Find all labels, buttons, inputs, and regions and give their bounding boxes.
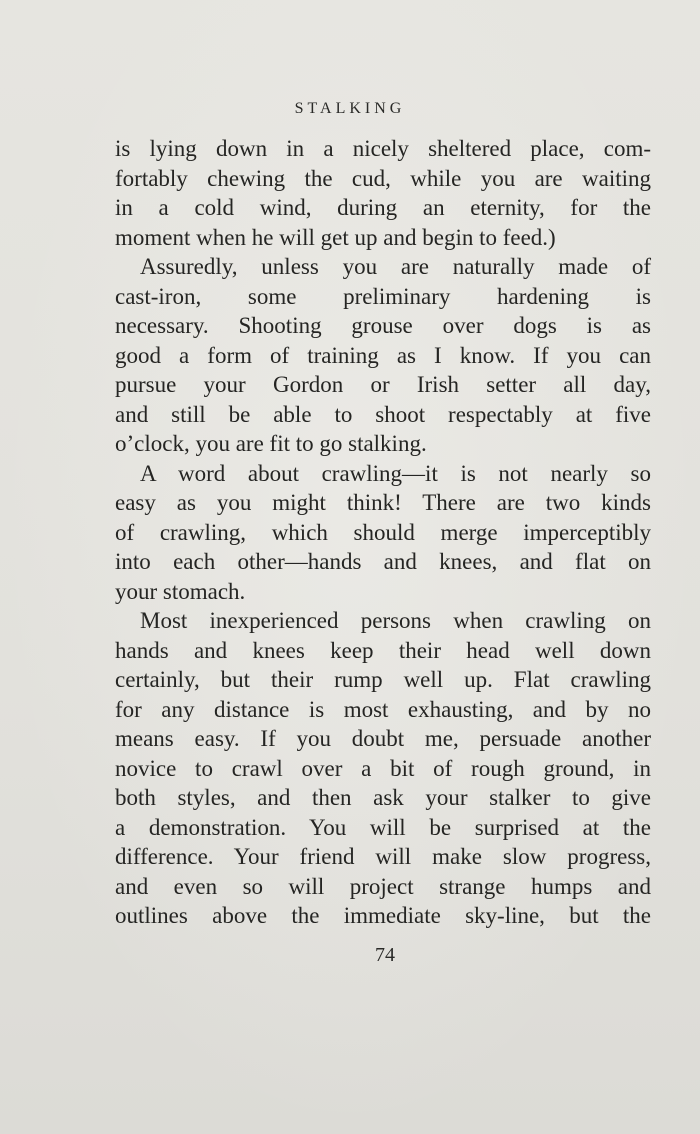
text-line: novice to crawl over a bit of rough ground, in (115, 755, 651, 781)
text-line: certainly, but their rump well up. Flat crawling (115, 667, 651, 692)
text-line: and even so will project strange humps and (115, 873, 651, 899)
text-line: in a cold wind, during an eternity, for the (115, 195, 651, 220)
body-text (115, 134, 651, 931)
text-line: outlines above the immediate sky-line, but the (115, 903, 651, 928)
text-line: into each other—hands and knees, and flat on (115, 549, 651, 574)
text-line: both styles, and then ask your stalker to give (115, 785, 651, 810)
text-line: cast-iron, some preliminary hardening is (115, 283, 651, 309)
text-line: A word about crawling—it is not nearly so (140, 460, 651, 486)
text-line: pursue your Gordon or Irish setter all day, (115, 372, 651, 397)
text-line: o’clock, you are fit to go stalking. (115, 431, 427, 456)
text-line: your stomach. (115, 578, 246, 604)
text-line: for any distance is most exhausting, and by no (115, 696, 651, 722)
text-line: fortably chewing the cud, while you are waiting (115, 165, 651, 191)
text-line: of crawling, which should merge imperceptibly (115, 519, 651, 545)
text-line: necessary. Shooting grouse over dogs is as (115, 313, 651, 338)
text-line: hands and knees keep their head well down (115, 637, 651, 663)
text-line: a demonstration. You will be surprised at the (115, 814, 651, 840)
text-line: difference. Your friend will make slow progress, (115, 844, 651, 869)
text-line: is lying down in a nicely sheltered place, com- (115, 136, 651, 161)
text-line: means easy. If you doubt me, persuade another (115, 726, 651, 751)
running-head: STALKING (294, 100, 406, 117)
text-line: moment when he will get up and begin to feed.) (115, 224, 556, 250)
text-line: easy as you might think! There are two kinds (115, 490, 651, 515)
text-line: good a form of training as I know. If you can (115, 342, 651, 368)
text-line: Assuredly, unless you are naturally made of (140, 254, 651, 279)
text-line: and still be able to shoot respectably at five (115, 401, 651, 427)
text-line: Most inexperienced persons when crawling on (140, 608, 651, 633)
page-number: 74 (375, 944, 395, 966)
